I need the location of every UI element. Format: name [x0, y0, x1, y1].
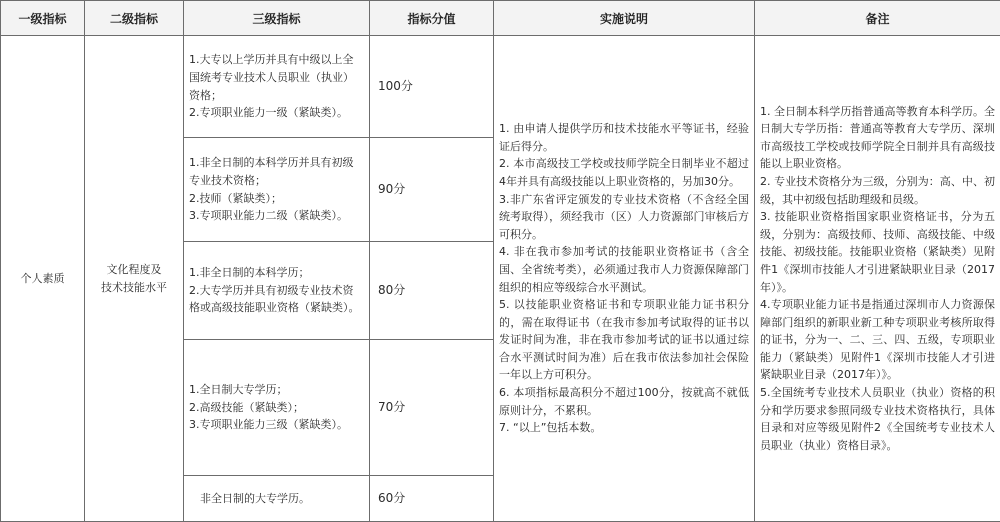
- criteria-cell: 1.全日制大专学历； 2.高级技能（紧缺类）； 3.专项职业能力三级（紧缺类）。: [184, 340, 370, 476]
- level2-cell: 文化程度及 技术技能水平: [85, 36, 184, 522]
- table-row: [1, 36, 1000, 138]
- score-cell: 60分: [370, 476, 494, 522]
- header-level1: 一级指标: [1, 1, 85, 36]
- score-cell: 100分: [370, 36, 494, 138]
- header-level3: 三级指标: [184, 1, 370, 36]
- score-cell: 70分: [370, 340, 494, 476]
- header-score: 指标分值: [370, 1, 494, 36]
- header-implementation: 实施说明: [494, 1, 755, 36]
- criteria-cell: 1.非全日制的本科学历； 2.大专学历并具有初级专业技术资格或高级技能职业资格（紧缺类）。: [184, 242, 370, 340]
- score-cell: 80分: [370, 242, 494, 340]
- level1-cell: 个人素质: [1, 36, 85, 522]
- header-level2: 二级指标: [85, 1, 184, 36]
- header-row: [1, 1, 1000, 36]
- remarks-cell: 1. 全日制本科学历指普通高等教育本科学历。全日制大专学历指：普通高等教育大专学历、深圳市高级技工学校或技师学院全日制并具有高级技能以上职业资格。 2. 专业技术资格分为三级，分别为：高、中、初级，其中初级包括助理级和员级。 3. 技能职业资格指国家职业资格证书，分为五级，分别为：高级技师、技师、高级技能、中级技能、初级技能。技能职业资格（紧缺类）见附件1《深圳市技能人才引进紧缺职业目录（2017年）》。 4.专项职业能力证书是指通过深圳市人力资源保障部门组织的新职业新工种专项职业考核所取得的证书，分为一、二、三、四、五级，专项职业能力（紧缺类）见附件1《深圳市技能人才引进紧缺职业目录（2017年）》。 5.全国统考专业技术人员职业（执业）资格的积分和学历要求参照同级专业技术资格执行，具体目录和对应等级见附件2《全国统考专业技术人员职业（执业）资格目录》。: [755, 36, 1000, 522]
- criteria-cell: 1.非全日制的本科学历并具有初级专业技术资格； 2.技师（紧缺类）； 3.专项职业能力二级（紧缺类）。: [184, 138, 370, 242]
- criteria-cell: 1.大专以上学历并具有中级以上全国统考专业技术人员职业（执业）资格； 2.专项职业能力一级（紧缺类）。: [184, 36, 370, 138]
- criteria-cell: 非全日制的大专学历。: [184, 476, 370, 522]
- score-cell: 90分: [370, 138, 494, 242]
- header-remarks: 备注: [755, 1, 1000, 36]
- implementation-cell: 1. 由申请人提供学历和技术技能水平等证书，经验证后得分。 2. 本市高级技工学校或技师学院全日制毕业不超过4年并具有高级技能以上职业资格的，另加30分。 3.非广东省评定颁发的专业技术资格（不含经全国统考取得），须经我市（区）人力资源部门审核后方可积分。 4. 非在我市参加考试的技能职业资格证书（含全国、全省统考类），必须通过我市人力资源保障部门组织的相应等级综合水平测试。 5. 以技能职业资格证书和专项职业能力证书积分的，需在取得证书（在我市参加考试取得的证书以发证时间为准，非在我市参加考试的证书以通过综合水平测试时间为准）后在我市依法参加社会保险一年以上方可积分。 6. 本项指标最高积分不超过100分，按就高不就低原则计分，不累积。 7. “以上”包括本数。: [494, 36, 755, 522]
